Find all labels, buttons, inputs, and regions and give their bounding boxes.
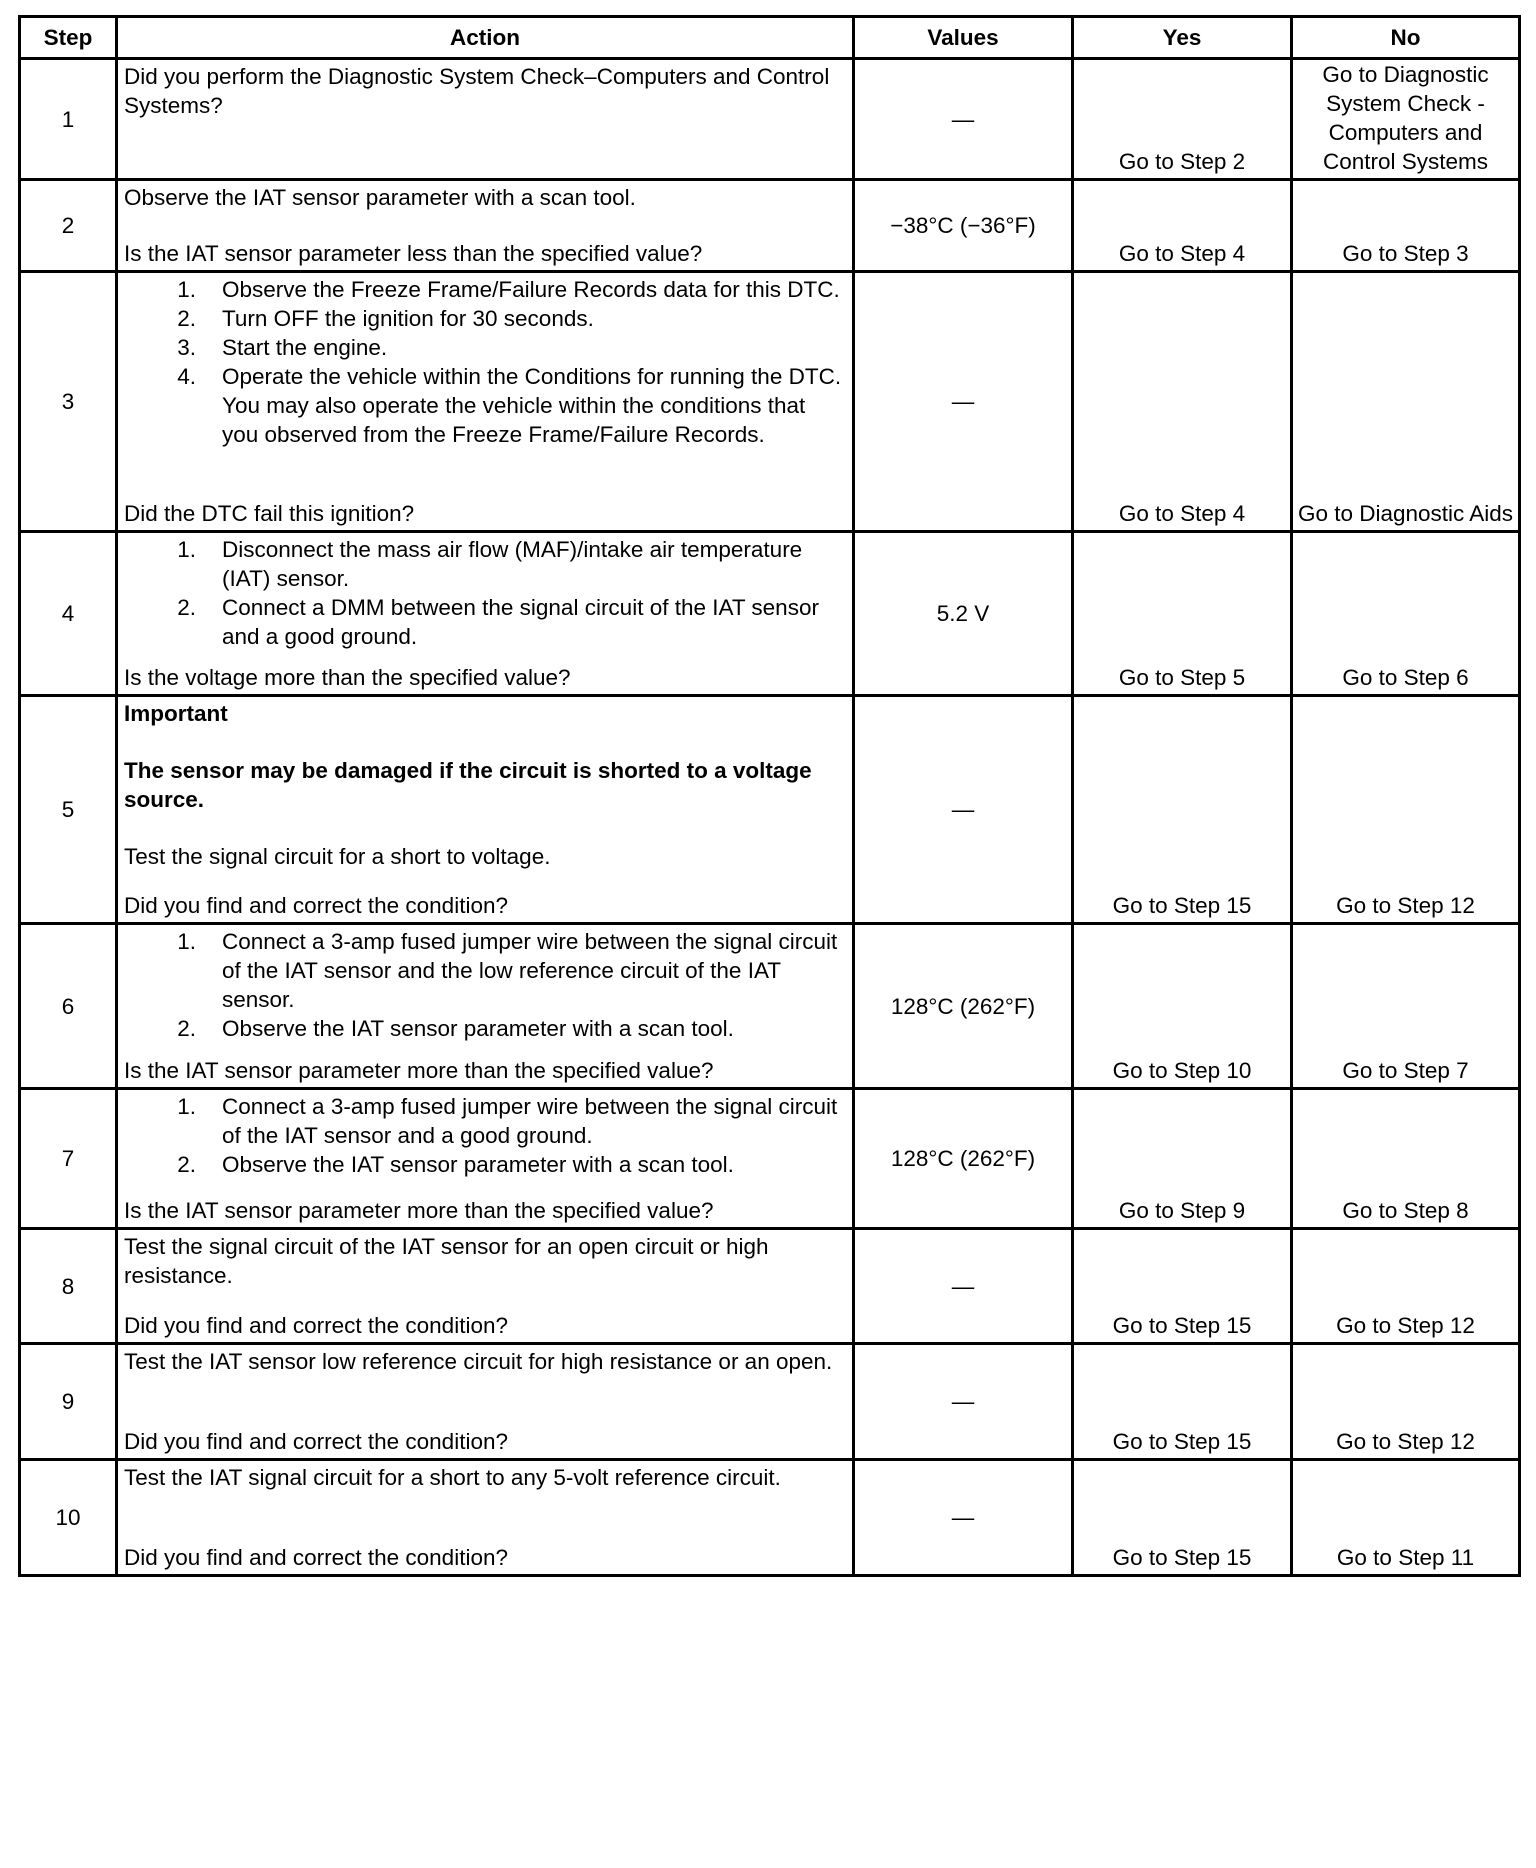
instruction-text: Operate the vehicle within the Conditions for running the DTC. You may also operate the vehicle within the conditions that you observed from the Freeze Frame/Failure Records. <box>222 364 842 447</box>
step-number: 2 <box>20 180 117 272</box>
instruction-item <box>124 1014 846 1043</box>
action-instructions <box>124 535 846 651</box>
instruction-item <box>124 362 846 449</box>
no-link: Go to Diagnostic System Check - Computers and Control Systems <box>1292 59 1520 180</box>
instruction-text: Test the IAT signal circuit for a short to any 5-volt reference circuit. <box>124 1465 781 1490</box>
action-instructions <box>124 1092 846 1179</box>
action-cell <box>117 59 854 180</box>
table-row <box>20 1344 1520 1460</box>
header-no: No <box>1292 17 1520 59</box>
instruction-number: 1. <box>177 277 196 302</box>
instruction-text: Turn OFF the ignition for 30 seconds. <box>222 306 594 331</box>
instruction-text: Observe the IAT sensor parameter with a scan tool. <box>124 185 636 210</box>
action-cell <box>117 1229 854 1344</box>
no-link: Go to Diagnostic Aids <box>1292 272 1520 532</box>
instruction-text: Connect a DMM between the signal circuit of the IAT sensor and a good ground. <box>222 595 819 649</box>
instruction-list <box>124 275 846 449</box>
value-cell: — <box>854 1460 1073 1576</box>
instruction-number: 4. <box>177 364 196 389</box>
instruction-item <box>124 535 846 593</box>
instruction-number: 3. <box>177 335 196 360</box>
action-content <box>118 273 852 530</box>
table-row <box>20 1229 1520 1344</box>
question-text: Did you find and correct the condition? <box>124 1545 508 1570</box>
table-row <box>20 532 1520 696</box>
step-number: 9 <box>20 1344 117 1460</box>
no-link: Go to Step 8 <box>1292 1089 1520 1229</box>
instruction-text: Observe the IAT sensor parameter with a scan tool. <box>222 1152 734 1177</box>
action-cell <box>117 272 854 532</box>
action-instructions <box>124 699 846 871</box>
value-cell: — <box>854 696 1073 924</box>
table-row <box>20 59 1520 180</box>
question-text: Did the DTC fail this ignition? <box>124 501 415 526</box>
instruction-item <box>124 275 846 304</box>
instruction-text: Connect a 3-amp fused jumper wire between the signal circuit of the IAT sensor and the low reference circuit of the IAT sensor. <box>222 929 838 1012</box>
no-link: Go to Step 12 <box>1292 1229 1520 1344</box>
table-body <box>20 59 1520 1576</box>
table-row <box>20 180 1520 272</box>
instruction-item <box>124 927 846 1014</box>
yes-link: Go to Step 15 <box>1073 696 1292 924</box>
instruction-list <box>124 927 846 1043</box>
action-content <box>118 1230 852 1342</box>
question-text: Did you find and correct the condition? <box>124 893 508 918</box>
action-content <box>118 1461 852 1574</box>
value-cell: — <box>854 1344 1073 1460</box>
no-link: Go to Step 12 <box>1292 696 1520 924</box>
yes-link: Go to Step 15 <box>1073 1344 1292 1460</box>
header-step: Step <box>20 17 117 59</box>
diagnostic-table <box>18 15 1521 1577</box>
action-content <box>118 925 852 1087</box>
action-cell <box>117 1089 854 1229</box>
instruction-item <box>124 304 846 333</box>
yes-link: Go to Step 2 <box>1073 59 1292 180</box>
instruction-item <box>124 593 846 651</box>
action-content <box>118 533 852 694</box>
header-row <box>20 17 1520 59</box>
instruction-text: Test the signal circuit of the IAT sensor for an open circuit or high resistance. <box>124 1234 769 1288</box>
action-cell <box>117 180 854 272</box>
action-cell <box>117 1460 854 1576</box>
header-yes: Yes <box>1073 17 1292 59</box>
value-cell: 5.2 V <box>854 532 1073 696</box>
value-cell: — <box>854 1229 1073 1344</box>
yes-link: Go to Step 15 <box>1073 1460 1292 1576</box>
yes-link: Go to Step 15 <box>1073 1229 1292 1344</box>
table-row <box>20 696 1520 924</box>
instruction-number: 2. <box>177 1152 196 1177</box>
action-instructions <box>124 1463 846 1492</box>
no-link: Go to Step 6 <box>1292 532 1520 696</box>
spacer <box>124 728 846 756</box>
action-instructions <box>124 183 846 212</box>
action-content <box>118 697 852 922</box>
instruction-text: Observe the Freeze Frame/Failure Records data for this DTC. <box>222 277 840 302</box>
action-instructions <box>124 1232 846 1290</box>
action-cell <box>117 1344 854 1460</box>
step-number: 1 <box>20 59 117 180</box>
value-cell: — <box>854 272 1073 532</box>
yes-link: Go to Step 10 <box>1073 924 1292 1089</box>
important-text: The sensor may be damaged if the circuit is shorted to a voltage source. <box>124 758 812 812</box>
step-number: 3 <box>20 272 117 532</box>
value-cell: −38°C (−36°F) <box>854 180 1073 272</box>
instruction-text: Observe the IAT sensor parameter with a scan tool. <box>222 1016 734 1041</box>
step-number: 5 <box>20 696 117 924</box>
value-cell: 128°C (262°F) <box>854 1089 1073 1229</box>
instruction-text: Test the signal circuit for a short to voltage. <box>124 844 551 869</box>
action-content <box>118 1345 852 1458</box>
question-text: Did you find and correct the condition? <box>124 1313 508 1338</box>
yes-link: Go to Step 5 <box>1073 532 1292 696</box>
table-row <box>20 1460 1520 1576</box>
instruction-item <box>124 333 846 362</box>
header-values: Values <box>854 17 1073 59</box>
question-text: Is the IAT sensor parameter more than the specified value? <box>124 1058 714 1083</box>
action-cell <box>117 924 854 1089</box>
action-cell <box>117 696 854 924</box>
question-text: Is the IAT sensor parameter less than the specified value? <box>124 241 703 266</box>
instruction-text: Connect a 3-amp fused jumper wire between the signal circuit of the IAT sensor and a good ground. <box>222 1094 838 1148</box>
action-instructions <box>124 62 846 120</box>
instruction-number: 2. <box>177 1016 196 1041</box>
table-row <box>20 924 1520 1089</box>
instruction-text: Disconnect the mass air flow (MAF)/intake air temperature (IAT) sensor. <box>222 537 803 591</box>
instruction-text: Did you perform the Diagnostic System Check–Computers and Control Systems? <box>124 64 830 118</box>
value-cell: 128°C (262°F) <box>854 924 1073 1089</box>
action-instructions <box>124 1347 846 1376</box>
instruction-text: Test the IAT sensor low reference circuit for high resistance or an open. <box>124 1349 833 1374</box>
table-row <box>20 272 1520 532</box>
step-number: 6 <box>20 924 117 1089</box>
table-row <box>20 1089 1520 1229</box>
important-heading: Important <box>124 701 228 726</box>
instruction-item <box>124 1150 846 1179</box>
yes-link: Go to Step 9 <box>1073 1089 1292 1229</box>
instruction-list <box>124 1092 846 1179</box>
action-content <box>118 60 852 178</box>
instruction-number: 2. <box>177 306 196 331</box>
instruction-item <box>124 1092 846 1150</box>
no-link: Go to Step 7 <box>1292 924 1520 1089</box>
action-content <box>118 1090 852 1227</box>
action-instructions <box>124 275 846 449</box>
value-cell: — <box>854 59 1073 180</box>
instruction-number: 1. <box>177 929 196 954</box>
no-link: Go to Step 3 <box>1292 180 1520 272</box>
header-action: Action <box>117 17 854 59</box>
instruction-number: 1. <box>177 537 196 562</box>
yes-link: Go to Step 4 <box>1073 180 1292 272</box>
question-text: Did you find and correct the condition? <box>124 1429 508 1454</box>
instruction-number: 1. <box>177 1094 196 1119</box>
no-link: Go to Step 12 <box>1292 1344 1520 1460</box>
step-number: 4 <box>20 532 117 696</box>
action-instructions <box>124 927 846 1043</box>
step-number: 8 <box>20 1229 117 1344</box>
question-text: Is the voltage more than the specified value? <box>124 665 571 690</box>
question-text: Is the IAT sensor parameter more than the specified value? <box>124 1198 714 1223</box>
spacer <box>124 814 846 842</box>
yes-link: Go to Step 4 <box>1073 272 1292 532</box>
step-number: 10 <box>20 1460 117 1576</box>
instruction-list <box>124 535 846 651</box>
instruction-text: Start the engine. <box>222 335 388 360</box>
instruction-number: 2. <box>177 595 196 620</box>
action-cell <box>117 532 854 696</box>
step-number: 7 <box>20 1089 117 1229</box>
no-link: Go to Step 11 <box>1292 1460 1520 1576</box>
action-content <box>118 181 852 270</box>
